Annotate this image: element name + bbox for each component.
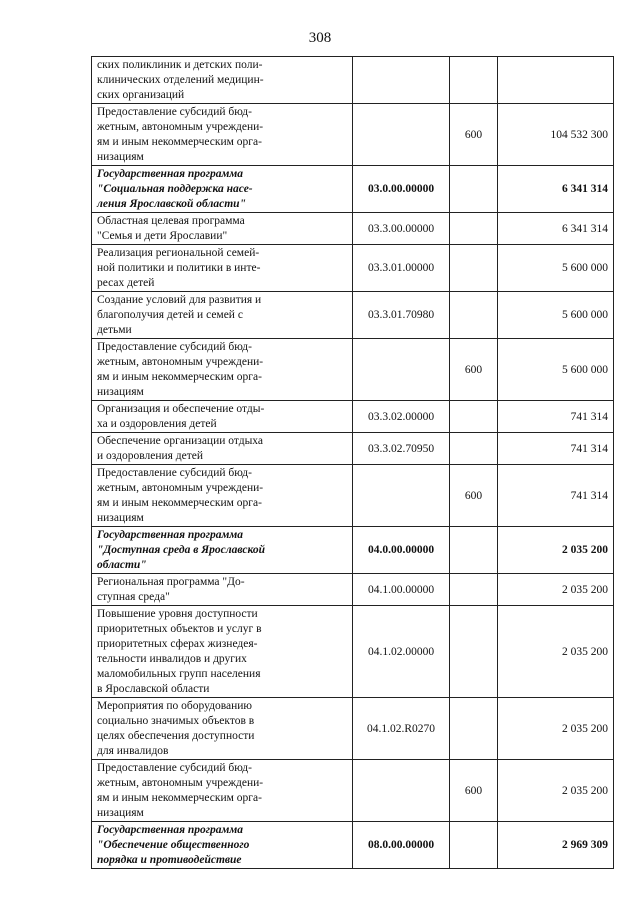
table-row: [92, 104, 614, 166]
row-type-cell: 600: [450, 465, 498, 527]
row-sum-cell: 2 035 200: [498, 606, 614, 698]
row-name-cell: ских поликлиник и детских поли- клинических отделений медицин- ских организаций: [92, 57, 353, 104]
row-code-cell: [353, 104, 450, 166]
row-sum-cell: 741 314: [498, 401, 614, 433]
row-type-cell: [450, 292, 498, 339]
table-row: [92, 292, 614, 339]
row-name-cell: Мероприятия по оборудованию социально значимых объектов в целях обеспечения доступности для инвалидов: [92, 698, 353, 760]
row-sum-cell: 6 341 314: [498, 166, 614, 213]
row-type-cell: 600: [450, 760, 498, 822]
row-code-cell: 04.1.02.00000: [353, 606, 450, 698]
row-name-cell: Предоставление субсидий бюд- жетным, автономным учреждени- ям и иным некоммерческим орга- низациям: [92, 465, 353, 527]
table-row: [92, 698, 614, 760]
row-type-cell: [450, 245, 498, 292]
program-row: [92, 527, 614, 574]
row-name-cell: Создание условий для развития и благополучия детей и семей с детьми: [92, 292, 353, 339]
row-name-cell: Региональная программа "До- ступная среда": [92, 574, 353, 606]
row-sum-cell: 2 035 200: [498, 698, 614, 760]
row-name-cell: Государственная программа "Социальная поддержка насе- ления Ярославской области": [92, 166, 353, 213]
row-code-cell: 03.3.02.00000: [353, 401, 450, 433]
row-type-cell: 600: [450, 104, 498, 166]
row-sum-cell: 2 035 200: [498, 574, 614, 606]
row-name-cell: Предоставление субсидий бюд- жетным, автономным учреждени- ям и иным некоммерческим орга- низациям: [92, 760, 353, 822]
row-code-cell: 08.0.00.00000: [353, 822, 450, 869]
table-row: [92, 401, 614, 433]
row-code-cell: [353, 57, 450, 104]
table-row: [92, 574, 614, 606]
row-sum-cell: [498, 57, 614, 104]
row-code-cell: [353, 465, 450, 527]
row-type-cell: [450, 698, 498, 760]
table-row: [92, 760, 614, 822]
row-type-cell: [450, 213, 498, 245]
table-row: [92, 606, 614, 698]
table-row: [92, 57, 614, 104]
row-name-cell: Организация и обеспечение отды- ха и оздоровления детей: [92, 401, 353, 433]
row-name-cell: Повышение уровня доступности приоритетных объектов и услуг в приоритетных сферах жизнедея- тельности инвалидов и других маломобильных групп населения в Ярославской области: [92, 606, 353, 698]
row-type-cell: [450, 574, 498, 606]
row-type-cell: [450, 166, 498, 213]
row-code-cell: 03.3.01.70980: [353, 292, 450, 339]
row-sum-cell: 6 341 314: [498, 213, 614, 245]
row-sum-cell: 104 532 300: [498, 104, 614, 166]
row-code-cell: [353, 760, 450, 822]
table-row: [92, 433, 614, 465]
budget-table: [91, 56, 614, 869]
row-code-cell: 04.0.00.00000: [353, 527, 450, 574]
row-name-cell: Обеспечение организации отдыха и оздоровления детей: [92, 433, 353, 465]
row-sum-cell: 5 600 000: [498, 245, 614, 292]
row-type-cell: [450, 57, 498, 104]
row-sum-cell: 2 035 200: [498, 527, 614, 574]
row-name-cell: Государственная программа "Обеспечение общественного порядка и противодействие: [92, 822, 353, 869]
row-code-cell: 03.0.00.00000: [353, 166, 450, 213]
row-sum-cell: 2 035 200: [498, 760, 614, 822]
row-type-cell: 600: [450, 339, 498, 401]
row-code-cell: [353, 339, 450, 401]
row-type-cell: [450, 433, 498, 465]
budget-table-body: [92, 57, 614, 869]
table-row: [92, 245, 614, 292]
page-number: 308: [308, 30, 332, 46]
row-sum-cell: 741 314: [498, 465, 614, 527]
row-sum-cell: 5 600 000: [498, 339, 614, 401]
row-type-cell: [450, 527, 498, 574]
row-code-cell: 03.3.01.00000: [353, 245, 450, 292]
row-code-cell: 04.1.00.00000: [353, 574, 450, 606]
row-name-cell: Предоставление субсидий бюд- жетным, автономным учреждени- ям и иным некоммерческим орга- низациям: [92, 339, 353, 401]
row-name-cell: Областная целевая программа "Семья и дети Ярославии": [92, 213, 353, 245]
row-code-cell: 03.3.00.00000: [353, 213, 450, 245]
table-row: [92, 213, 614, 245]
table-row: [92, 339, 614, 401]
row-type-cell: [450, 606, 498, 698]
program-row: [92, 166, 614, 213]
row-sum-cell: 741 314: [498, 433, 614, 465]
row-name-cell: Государственная программа "Доступная среда в Ярославской области": [92, 527, 353, 574]
row-name-cell: Предоставление субсидий бюд- жетным, автономным учреждени- ям и иным некоммерческим орга- низациям: [92, 104, 353, 166]
row-sum-cell: 5 600 000: [498, 292, 614, 339]
row-name-cell: Реализация региональной семей- ной политики и политики в инте- ресах детей: [92, 245, 353, 292]
table-row: [92, 465, 614, 527]
row-sum-cell: 2 969 309: [498, 822, 614, 869]
program-row: [92, 822, 614, 869]
row-type-cell: [450, 822, 498, 869]
row-code-cell: 04.1.02.R0270: [353, 698, 450, 760]
row-code-cell: 03.3.02.70950: [353, 433, 450, 465]
row-type-cell: [450, 401, 498, 433]
